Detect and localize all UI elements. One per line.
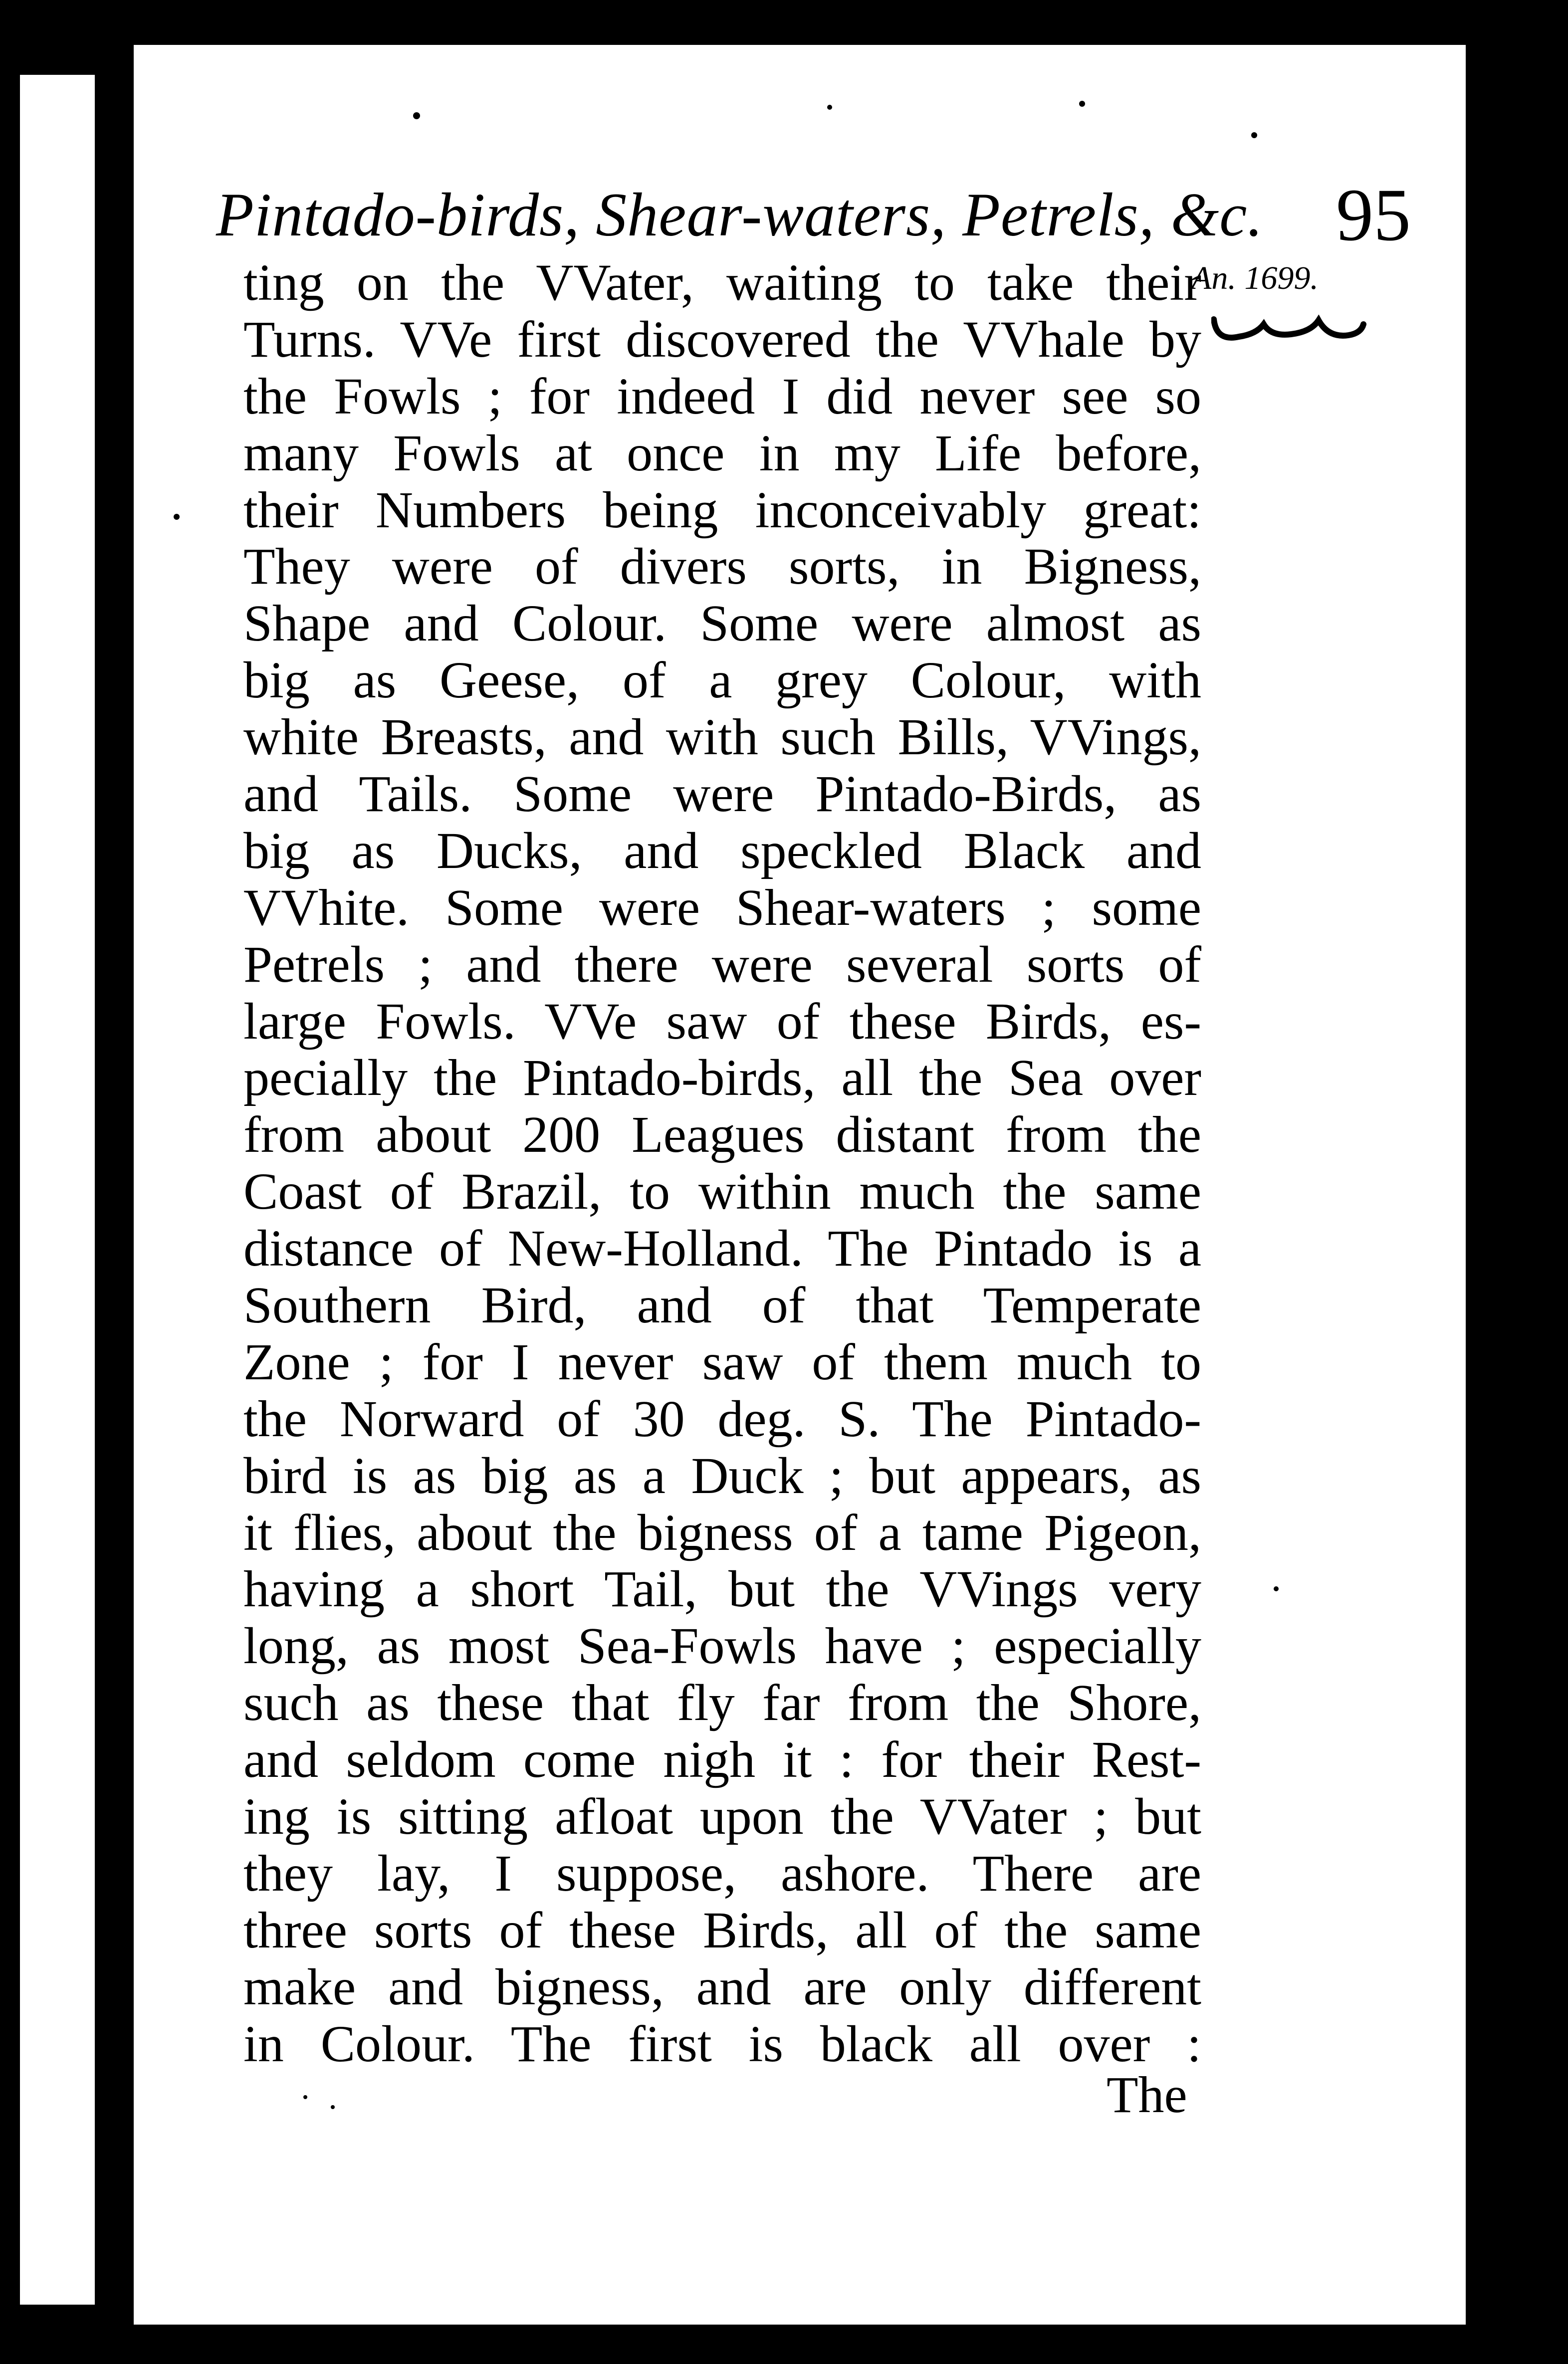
ink-speck (1079, 101, 1085, 107)
ink-speck (303, 2095, 307, 2099)
running-title: Pintado-birds, Shear-waters, Petrels, &c. (216, 181, 1264, 249)
text-line: their Numbers being inconceivably great: (243, 481, 1201, 539)
text-line: such as these that fly far from the Shore, (243, 1674, 1201, 1732)
text-line: three sorts of these Birds, all of the same (243, 1901, 1201, 1959)
ink-speck (827, 105, 832, 110)
text-line: pecially the Pintado-birds, all the Sea over (243, 1049, 1201, 1107)
text-line: the Fowls ; for indeed I did never see so (243, 367, 1201, 425)
text-line: big as Ducks, and speckled Black and (243, 822, 1201, 879)
text-line: ing is sitting afloat upon the VVater ; but (243, 1788, 1201, 1846)
text-line: large Fowls. VVe saw of these Birds, es- (243, 992, 1201, 1050)
text-line: Turns. VVe first discovered the VVhale by (243, 310, 1201, 368)
ink-speck (413, 112, 420, 119)
brace-icon (1211, 314, 1371, 359)
text-line: Zone ; for I never saw of them much to (243, 1333, 1201, 1391)
adjacent-page-strip (20, 75, 95, 2305)
ink-speck (1274, 1586, 1279, 1591)
text-line: make and bigness, and are only different (243, 1958, 1201, 2016)
text-line: Southern Bird, and of that Temperate (243, 1277, 1201, 1334)
body-text (243, 254, 1201, 2073)
adjacent-page-edge (0, 0, 114, 2364)
ink-speck (331, 2105, 335, 2109)
page-number: 95 (1336, 174, 1411, 256)
margin-year: An. 1699. (1191, 260, 1319, 296)
text-line: Petrels ; and there were several sorts of (243, 935, 1201, 993)
text-line: having a short Tail, but the VVings very (243, 1560, 1201, 1618)
text-line: Coast of Brazil, to within much the same (243, 1163, 1201, 1221)
text-line: long, as most Sea-Fowls have ; especially (243, 1617, 1201, 1675)
text-line: and Tails. Some were Pintado-Birds, as (243, 765, 1201, 823)
text-line: white Breasts, and with such Bills, VVings, (243, 708, 1201, 766)
text-line: in Colour. The first is black all over : (243, 2015, 1201, 2073)
text-line: They were of divers sorts, in Bigness, (243, 538, 1201, 596)
text-line: distance of New-Holland. The Pintado is a (243, 1220, 1201, 1278)
text-line: Shape and Colour. Some were almost as (243, 595, 1201, 652)
catchword: The (1107, 2066, 1187, 2124)
text-line: VVhite. Some were Shear-waters ; some (243, 878, 1201, 936)
margin-note (1191, 259, 1371, 384)
text-line: from about 200 Leagues distant from the (243, 1106, 1201, 1164)
text-line: big as Geese, of a grey Colour, with (243, 651, 1201, 709)
text-line: it flies, about the bigness of a tame Pigeon, (243, 1504, 1201, 1561)
text-line: bird is as big as a Duck ; but appears, as (243, 1447, 1201, 1504)
book-page (134, 45, 1466, 2325)
text-line: they lay, I suppose, ashore. There are (243, 1844, 1201, 1902)
text-line: ting on the VVater, waiting to take their (243, 254, 1201, 311)
ink-speck (174, 514, 180, 520)
text-line: many Fowls at once in my Life before, (243, 424, 1201, 482)
text-line: the Norward of 30 deg. S. The Pintado- (243, 1390, 1201, 1448)
text-line: and seldom come nigh it : for their Rest- (243, 1731, 1201, 1789)
ink-speck (1251, 132, 1257, 138)
